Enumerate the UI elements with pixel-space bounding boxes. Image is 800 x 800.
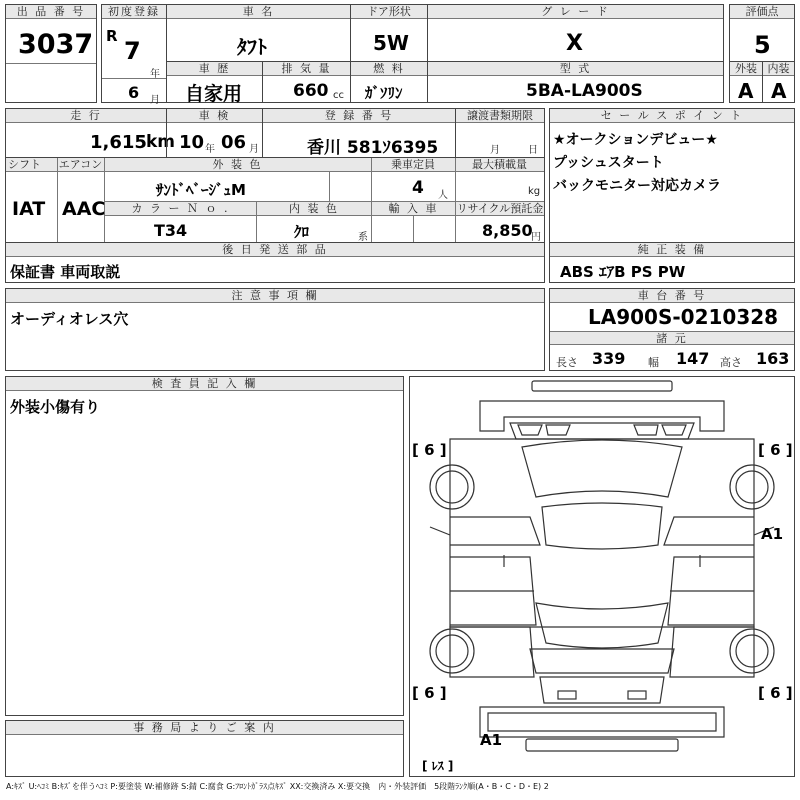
notes-label: 注 意 事 項 欄 (6, 289, 544, 303)
grade: X (566, 31, 583, 56)
era: R (106, 27, 118, 45)
first-registration-cell (101, 4, 167, 106)
inspector-note: 外装小傷有り (10, 398, 101, 416)
exterior-label: 外装 (730, 62, 762, 76)
car-outline (410, 377, 794, 776)
first-registration-label: 初度登録 (102, 5, 166, 19)
mileage-label: 走 行 (6, 109, 166, 123)
notes: オーディオレス穴 (10, 310, 129, 328)
fuel-cell (350, 61, 428, 103)
genuine-equipment-label: 純 正 装 備 (550, 243, 794, 257)
fuel: ｶﾞｿﾘﾝ (365, 84, 403, 102)
damage-mark-front-left: [ 6 ] (412, 441, 447, 459)
km-unit: km (146, 132, 176, 152)
aircon-label: エアコン (58, 158, 103, 171)
legend: A:ｷｽﾞ U:ﾍｺﾐ B:ｷｽﾞを伴うﾍｺﾐ P:要塗装 W:補修跡 S:錆 C:腐食 G:ﾌﾛﾝﾄｶﾞﾗｽ点ｷｽﾞ XX:交換済み X:要交換 内・外装評価 5段階ﾗﾝｸ順(A・B・C・D・E) 2 (6, 782, 549, 791)
import-label: 輸 入 車 (372, 202, 455, 216)
ext-color: ｻﾝﾄﾞﾍﾞｰｼﾞｭM (156, 181, 246, 199)
score-label: 評価点 (730, 5, 794, 19)
cc-unit: cc (333, 90, 344, 101)
model-cell (427, 61, 724, 103)
aircon: AAC (62, 198, 106, 220)
exterior-grade-cell (729, 61, 763, 103)
door-type: 5W (373, 31, 409, 55)
model-label: 型 式 (428, 62, 723, 76)
max-load-label: 最大積載量 (455, 158, 544, 172)
genuine-equipment-cell (549, 242, 795, 283)
inspector-label: 検 査 員 記 入 欄 (6, 377, 403, 391)
notes-cell (5, 288, 545, 371)
transfer-day-unit: 日 (528, 145, 538, 156)
sales-points-cell (549, 108, 795, 256)
shift: IAT (12, 198, 46, 220)
grade-cell (427, 4, 724, 62)
genuine-equipment: ABS ｴｱB PS PW (560, 263, 686, 281)
inspection-year: 10 (179, 132, 205, 153)
chassis-label: 車 台 番 号 (550, 289, 794, 303)
displacement-label: 排 気 量 (263, 62, 350, 76)
spec-block (5, 157, 545, 243)
history: 自家用 (185, 83, 243, 105)
inspection-cell (166, 108, 263, 158)
car-name: ﾀﾌﾄ (237, 35, 267, 59)
mileage: 1,615 (90, 132, 147, 153)
width: 147 (676, 349, 710, 368)
interior-grade: A (771, 79, 787, 103)
length: 339 (592, 349, 626, 368)
int-color: ｸﾛ (294, 223, 310, 241)
transfer-deadline-label: 譲渡書類期限 (456, 109, 544, 123)
model-code: 5BA-LA900S (526, 81, 643, 101)
lot-number: 3037 (18, 29, 94, 60)
displacement: 660 (293, 81, 329, 101)
registration-month: 6 (128, 83, 140, 102)
mileage-cell (5, 108, 176, 158)
inspection-label: 車 検 (167, 109, 262, 123)
registration-number-cell (262, 108, 456, 158)
chassis-number: LA900S-0210328 (588, 305, 779, 329)
year-unit: 年 (150, 69, 160, 80)
damage-mark-right-side: A1 (761, 525, 784, 543)
chassis-cell (549, 288, 795, 371)
transfer-deadline-cell (455, 108, 545, 158)
ext-color-label: 外 装 色 (104, 158, 371, 172)
damage-mark-rear-right: [ 6 ] (758, 684, 793, 702)
capacity: 4 (412, 178, 424, 198)
registration-year: 7 (124, 37, 141, 65)
dimensions-label: 諸 元 (550, 331, 794, 345)
displacement-cell (262, 61, 351, 103)
car-name-label: 車 名 (167, 5, 350, 19)
later-items-label: 後 日 発 送 部 品 (6, 243, 544, 257)
height: 163 (756, 349, 790, 368)
later-items-cell (5, 242, 545, 283)
history-cell (166, 61, 263, 103)
grade-label: グ レ ー ド (428, 5, 723, 19)
length-label: 長さ (556, 356, 578, 369)
interior-grade-cell (762, 61, 795, 103)
exterior-grade: A (738, 79, 754, 103)
car-name-cell (166, 4, 351, 62)
inspection-month: 06 (221, 132, 247, 153)
score-cell (729, 4, 795, 62)
damage-mark-front-right: [ 6 ] (758, 441, 793, 459)
kei-unit: 系 (358, 232, 368, 243)
lot-number-label: 出 品 番 号 (6, 5, 96, 19)
sales-point-1: ★オークションデビュー★ (553, 132, 718, 148)
score: 5 (754, 31, 771, 59)
recycle-fee: 8,850 (482, 221, 533, 240)
recycle-label: リサイクル預託金 (456, 202, 544, 215)
office-notice-cell (5, 720, 404, 777)
persons-unit: 人 (438, 190, 448, 201)
interior-label: 内装 (763, 62, 794, 76)
kg-unit: kg (528, 186, 541, 197)
color-no-label: カ ラ ー Ｎ ｏ . (105, 202, 256, 216)
registration-number-label: 登 録 番 号 (263, 109, 455, 123)
lot-number-cell (5, 4, 97, 103)
car-diagram (409, 376, 795, 777)
damage-mark-bottom: [ ﾚｽ ] (422, 759, 454, 773)
month-unit: 月 (150, 95, 160, 106)
registration-number: 香川 581ｿ6395 (307, 138, 439, 158)
door-cell (350, 4, 428, 62)
inspection-month-unit: 月 (249, 144, 259, 155)
door-label: ドア形状 (351, 5, 427, 19)
transfer-month-unit: 月 (490, 145, 500, 156)
capacity-label: 乗車定員 (371, 158, 455, 172)
office-notice-label: 事 務 局 よ り ご 案 内 (6, 721, 403, 735)
yen-unit: 円 (531, 232, 541, 243)
damage-mark-rear-bumper: A1 (480, 731, 503, 749)
sales-point-2: プッシュスタート (553, 155, 664, 171)
history-label: 車 歴 (167, 62, 262, 76)
color-no: T34 (154, 221, 188, 240)
inspector-cell (5, 376, 404, 716)
damage-mark-rear-left: [ 6 ] (412, 684, 447, 702)
sales-point-3: バックモニター対応カメラ (553, 178, 721, 194)
shift-label: シフト (6, 158, 57, 172)
inspection-year-unit: 年 (205, 144, 215, 155)
fuel-label: 燃 料 (351, 62, 427, 76)
width-label: 幅 (648, 356, 659, 369)
sales-points-label: セ ー ル ス ポ イ ン ト (550, 109, 794, 123)
int-color-label: 内 装 色 (257, 202, 371, 216)
later-items: 保証書 車両取説 (10, 263, 121, 281)
height-label: 高さ (720, 356, 742, 369)
